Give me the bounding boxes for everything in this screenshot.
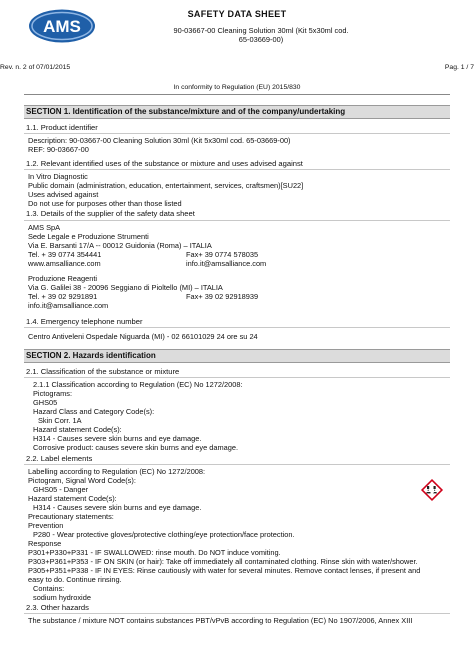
reagents-fax: Fax+ 39 02 92918939	[186, 291, 259, 301]
classification-line: Hazard statement Code(s):	[33, 425, 122, 435]
conformity-note: In conformity to Regulation (EU) 2015/830	[173, 84, 301, 91]
supplier-fax: Fax+ 39 0774 578035	[186, 249, 259, 259]
reagents-email-link[interactable]: info.it@amsalliance.com	[28, 300, 109, 310]
product-subtitle	[144, 26, 378, 45]
uses-title: 1.2. Relevant identified uses of the substance or mixture and uses advised against	[24, 158, 450, 170]
classification-line: 2.1.1 Classification according to Regulation (EC) No 1272/2008:	[33, 380, 243, 390]
svg-text:AMS: AMS	[43, 17, 81, 36]
uses-line: In Vitro Diagnostic	[28, 172, 88, 182]
label-line: Hazard statement Code(s):	[28, 493, 117, 503]
supplier-title: 1.3. Details of the supplier of the safety data sheet	[24, 208, 450, 220]
label-line: H314 - Causes severe skin burns and eye damage.	[33, 502, 202, 512]
label-elements-title: 2.2. Label elements	[24, 453, 450, 465]
label-line: P303+P361+P353 - IF ON SKIN (or hair): Take off immediately all contaminated clothing. Rinse skin with water/shower.	[28, 557, 418, 567]
emergency-number: Centro Antiveleni Ospedale Niguarda (MI) - 02 66101029 24 ore su 24	[28, 332, 258, 342]
label-line: P305+P351+P338 - IF IN EYES: Rinse cautiously with water for several minutes. Remove contact lenses, if present and	[28, 566, 421, 576]
subtitle-line-2: 65-03669-00)	[238, 35, 284, 45]
reagents-contacts	[24, 292, 450, 301]
reagents-tel: Tel. + 39 02 9291891	[28, 291, 98, 301]
section-1-heading: SECTION 1. Identification of the substance/mixture and of the company/undertaking	[24, 105, 450, 119]
label-line: P301+P330+P331 - IF SWALLOWED: rinse mouth. Do NOT induce vomiting.	[28, 548, 281, 558]
product-ref: REF: 90-03667-00	[28, 145, 89, 155]
uses-line: Do not use for purposes other than those listed	[28, 199, 182, 209]
label-line: Labelling according to Regulation (EC) No 1272/2008:	[28, 466, 206, 476]
other-hazards-text: The substance / mixture NOT contains substances PBT/vPvB according to Regulation (EC) No 1907/2006, Annex XIII	[28, 616, 413, 626]
reagents-name: Produzione Reagenti	[28, 273, 98, 283]
product-identifier-title: 1.1. Product identifier	[24, 122, 450, 134]
label-line: Precautionary statements:	[28, 511, 114, 521]
document-title: SAFETY DATA SHEET	[187, 9, 287, 19]
uses-line: Uses advised against	[28, 190, 99, 200]
label-line: sodium hydroxide	[33, 593, 91, 603]
classification-title: 2.1. Classification of the substance or mixture	[24, 366, 450, 378]
label-line: Contains:	[33, 584, 65, 594]
subtitle-line-1: 90-03667-00 Cleaning Solution 30ml (Kit 5x30ml cod.	[173, 26, 349, 35]
classification-line: GHS05	[33, 398, 58, 408]
document-header	[24, 6, 450, 72]
supplier-website-link[interactable]: www.amsalliance.com	[28, 258, 101, 268]
label-line: Prevention	[28, 520, 64, 530]
uses-line: Public domain (administration, education, entertainment, services, craftsmen)[SU22]	[28, 181, 304, 191]
label-line: Pictogram, Signal Word Code(s):	[28, 475, 136, 485]
header-divider	[24, 94, 450, 95]
classification-line: Corrosive product: causes severe skin burns and eye damage.	[33, 443, 238, 453]
supplier-email-link[interactable]: info.it@amsalliance.com	[186, 258, 267, 268]
supplier-tel: Tel. + 39 0774 354441	[28, 249, 102, 259]
supplier-online	[24, 259, 450, 268]
page-number: Pag. 1 / 7	[444, 64, 474, 71]
label-line: P280 - Wear protective gloves/protective clothing/eye protection/face protection.	[33, 529, 295, 539]
label-line: Response	[28, 539, 62, 548]
label-line: easy to do. Continue rinsing.	[28, 575, 122, 585]
other-hazards-title: 2.3. Other hazards	[24, 602, 450, 614]
product-description: Description: 90-03667-00 Cleaning Solution 30ml (Kit 5x30ml cod. 65-03669-00)	[28, 136, 291, 145]
classification-line: Skin Corr. 1A	[38, 416, 82, 426]
emergency-title: 1.4. Emergency telephone number	[24, 316, 450, 328]
classification-line: Pictograms:	[33, 389, 73, 399]
label-line: GHS05 - Danger	[33, 484, 89, 494]
revision-info: Rev. n. 2 of 07/01/2015	[0, 64, 71, 71]
ghs05-corrosion-icon	[420, 478, 444, 502]
supplier-name: AMS SpA	[28, 222, 61, 232]
section-2-heading: SECTION 2. Hazards identification	[24, 349, 450, 363]
reagents-address: Via G. Galilei 38 - 20096 Seggiano di Pioltello (MI) – ITALIA	[28, 282, 223, 292]
supplier-dept: Sede Legale e Produzione Strumenti	[28, 231, 149, 241]
classification-line: H314 - Causes severe skin burns and eye damage.	[33, 434, 202, 444]
supplier-address: Via E. Barsanti 17/A -- 00012 Guidonia (Roma) – ITALIA	[28, 240, 212, 250]
supplier-contacts	[24, 250, 450, 259]
classification-line: Hazard Class and Category Code(s):	[33, 407, 155, 417]
